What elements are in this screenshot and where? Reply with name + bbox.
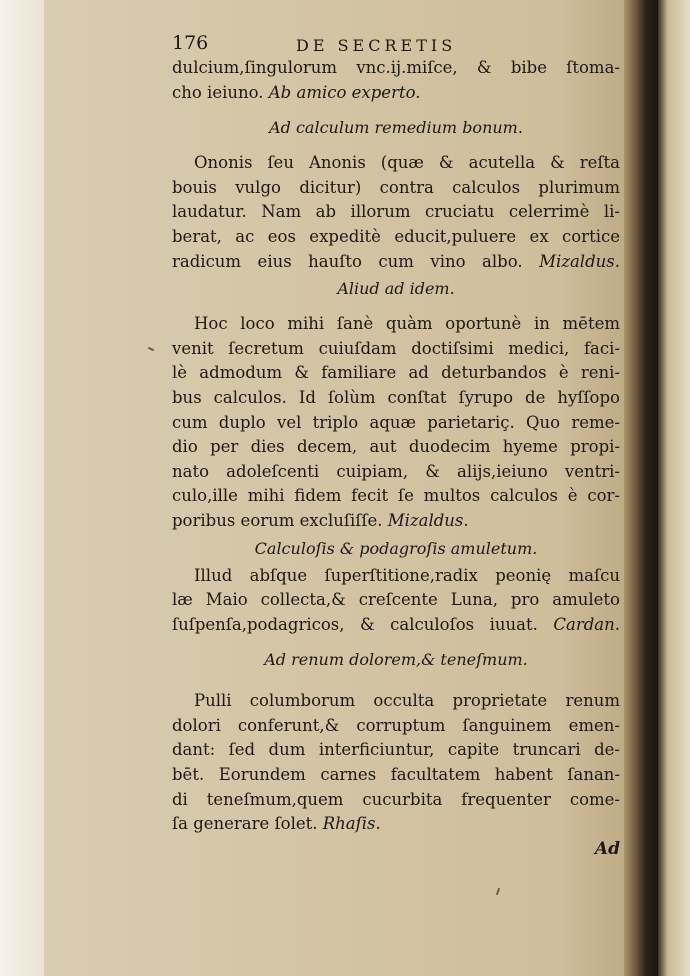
spacer [172,143,620,151]
text-line: bouis vulgo dicitur) contra calculos plurimum [172,177,620,197]
text-line: cum duplo vel triplo aquæ parietariç. Quo reme- [172,412,620,432]
text-line [172,81,620,106]
attribution: Mizaldus. [539,251,620,271]
book-gutter-shadow [624,0,658,976]
text-line: dant: ſed dum interficiuntur, capite truncari de- [172,740,620,760]
text-line [172,509,620,534]
text-line: dolori conferunt,& corruptum ſanguinem emen- [172,715,620,735]
text-fragment: cho ieiuno. [172,82,264,102]
text-line: venit ſecretum cuiuſdam doctiſsimi medici, faci- [172,338,620,358]
attribution: Ab amico experto. [268,82,421,102]
text-line: nato adoleſcenti cuipiam, & alijs,ieiuno ventri- [172,461,620,481]
page-text-block [172,30,620,865]
spacer [172,637,620,645]
text-line: berat, ac eos expeditè educit,puluere ex cortice [172,226,620,246]
text-line: bēt. Eorundem carnes facultatem habent ſanan- [172,765,620,785]
text-fragment: radicum eius hauſto cum vino albo. [172,251,523,271]
text-line: lè admodum & familiare ad deturbandos è reni- [172,363,620,383]
text-fragment: ſuſpenſa,podagricos, & calculoſos iuuat. [172,614,538,634]
text-line: læ Maio collecta,& creſcente Luna, pro amuleto [172,590,620,610]
text-line: di teneſmum,quem cucurbita frequenter come- [172,789,620,809]
text-fragment: ſa generare ſolet. [172,814,318,834]
attribution: Rhaſis. [322,814,381,834]
text-line [172,812,620,837]
page-edge [658,0,690,976]
spacer [172,675,620,689]
text-line: Hoc loco mihi ſanè quàm oportunè in mētem [194,314,620,334]
text-line: Pulli columborum occulta proprietate renum [194,691,620,711]
page-number: 176 [172,32,209,54]
section-heading: Ad calculum remedium bonum. [269,118,523,138]
section-heading: Calculoſis & podagroſis amuletum. [254,538,538,558]
running-head [172,30,620,56]
catchword: Ad [594,838,620,859]
text-fragment: poribus eorum excluſiſſe. [172,510,383,530]
running-title: DE SECRETIS [296,36,457,55]
text-line: Ononis ſeu Anonis (quæ & acutella & reſta [194,153,620,173]
text-line: dulcium,ſingulorum vnc.ij.miſce, & bibe ſtoma- [172,58,620,77]
section-heading: Aliud ad idem. [337,279,455,299]
text-line: bus calculos. Id ſolùm conſtat ſyrupo de hyſſopo [172,387,620,407]
attribution: Mizaldus. [387,510,469,530]
text-line: laudatur. Nam ab illorum cruciatu celerrimè li- [172,202,620,222]
text-line: dio per dies decem, aut duodecim hyeme propi- [172,437,620,457]
text-line [172,613,620,638]
text-line [172,250,620,275]
spacer [172,105,620,113]
spacer [172,304,620,312]
attribution: Cardan. [553,614,620,634]
text-line: Illud abſque ſuperſtitione,radix peonię maſcu [194,565,620,585]
scan-left-margin [0,0,44,976]
text-line: culo,ille mihi fidem fecit ſe multos calculos è cor- [172,486,620,506]
section-heading: Ad renum dolorem,& teneſmum. [264,650,528,670]
